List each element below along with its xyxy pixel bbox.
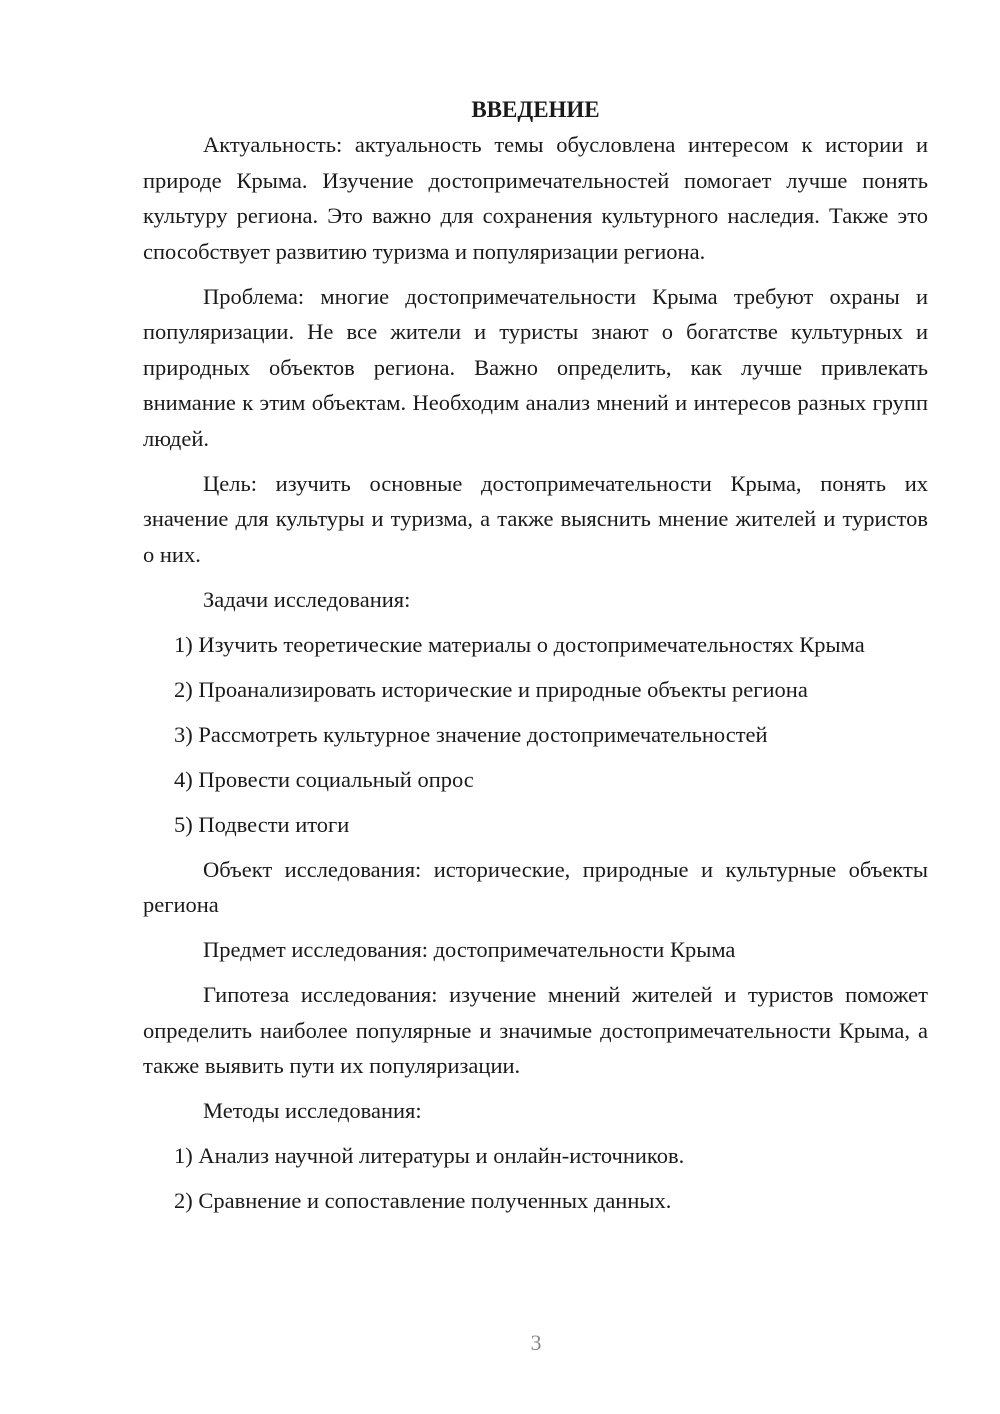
tasks-heading: Задачи исследования: xyxy=(203,586,411,612)
hypothesis-paragraph: Гипотеза исследования: изучение мнений жителей и туристов поможет определить наиболее популярные и значимые достопримечательности Крыма, а также выявить пути их популяризации. xyxy=(143,982,928,1078)
task-item-5: 5) Подвести итоги xyxy=(174,811,350,837)
method-item-1: 1) Анализ научной литературы и онлайн-источников. xyxy=(174,1143,685,1168)
page-title: ВВЕДЕНИЕ xyxy=(471,97,600,122)
problem-paragraph: Проблема: многие достопримечательности Крыма требуют охраны и популяризации. Не все жители и туристы знают о богатстве культурных и природных объектов региона. Важно определить, как лучше привлекать внимание к этим объектам. Необходим анализ мнений и интересов разных групп людей. xyxy=(143,283,928,451)
task-item-1: 1) Изучить теоретические материалы о достопримечательностях Крыма xyxy=(174,631,865,657)
document-page xyxy=(143,92,928,1228)
methods-heading: Методы исследования: xyxy=(203,1098,422,1123)
object-paragraph: Объект исследования: исторические, природные и культурные объекты региона xyxy=(143,856,928,917)
task-item-2: 2) Проанализировать исторические и природные объекты региона xyxy=(174,676,808,702)
task-item-4: 4) Провести социальный опрос xyxy=(174,766,474,792)
subject-paragraph: Предмет исследования: достопримечательности Крыма xyxy=(203,937,736,962)
task-item-3: 3) Рассмотреть культурное значение достопримечательностей xyxy=(174,721,768,747)
method-item-2: 2) Сравнение и сопоставление полученных данных. xyxy=(174,1188,672,1213)
relevance-paragraph: Актуальность: актуальность темы обусловлена интересом к истории и природе Крыма. Изучение достопримечательностей помогает лучше понять культуру региона. Это важно для сохранения культурного наследия. Также это способствует развитию туризма и популяризации региона. xyxy=(143,132,928,264)
goal-paragraph: Цель: изучить основные достопримечательности Крыма, понять их значение для культуры и туризма, а также выяснить мнение жителей и туристов о них. xyxy=(143,470,928,567)
page-number: 3 xyxy=(530,1330,542,1355)
